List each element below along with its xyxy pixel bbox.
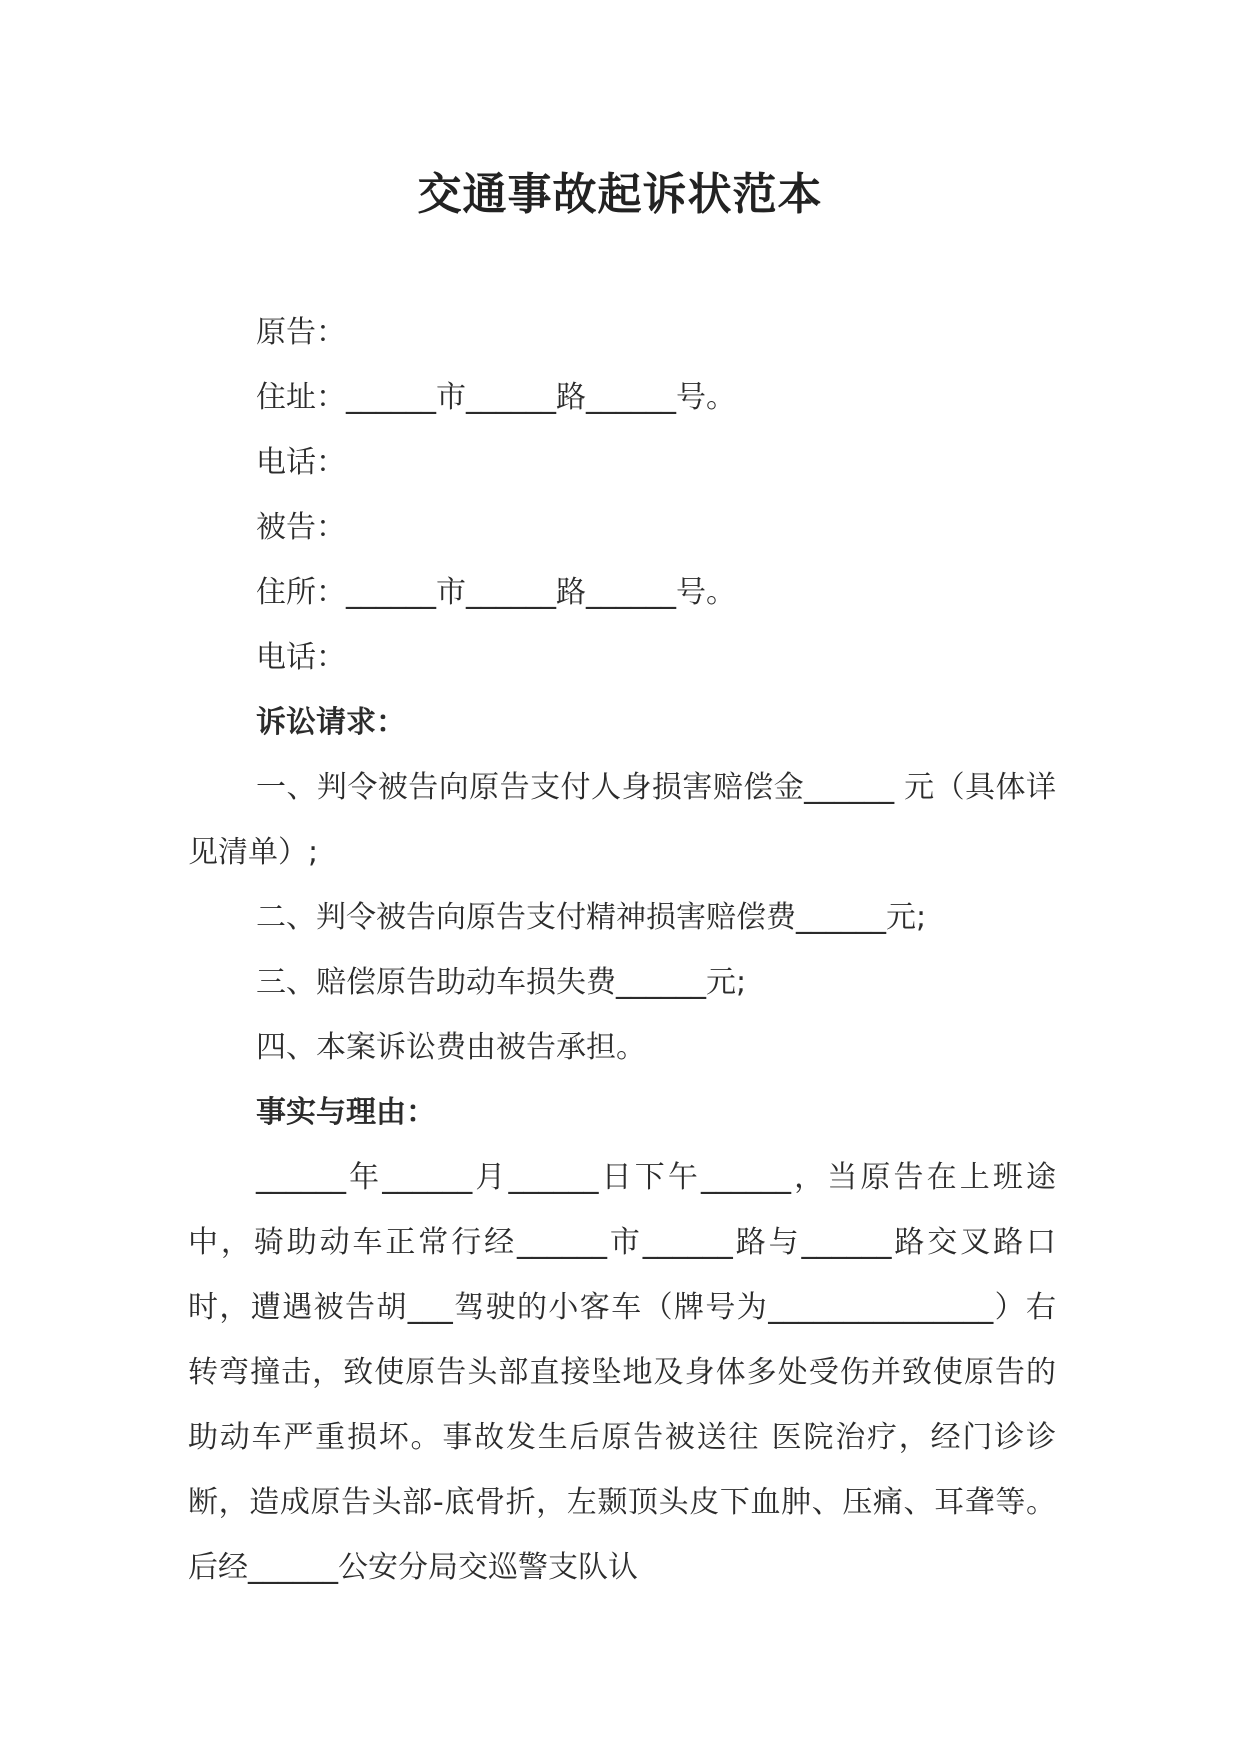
claim-3: 三、赔偿原告助动车损失费______元; xyxy=(256,965,747,1000)
plaintiff-phone-line: 电话： xyxy=(256,445,346,480)
defendant-phone-line: 电话： xyxy=(256,640,346,675)
plaintiff-address-line: 住址：______市______路______号。 xyxy=(256,380,736,415)
plaintiff-line: 原告： xyxy=(256,315,346,350)
facts-paragraph: ______年______月______日下午______，当原告在上班途中，骑助动车正常行经______市______路与______路交叉路口时，遭遇被告胡___驾驶的小客车（牌号为_______________）右转弯撞击，致使原告头部直接坠地及身体多处受伤并致使原告的助动车严重损坏。事故发生后原告被送往 医院治疗，经门诊诊断，造成原告头部-底骨折，左颞顶头皮下血肿、压痛、耳聋等。后经______公安分局交巡警支队认 xyxy=(188,1160,1056,1585)
facts-heading: 事实与理由： xyxy=(256,1095,436,1130)
claims-heading: 诉讼请求： xyxy=(256,705,406,740)
claim-2: 二、判令被告向原告支付精神损害赔偿费______元; xyxy=(256,900,927,935)
document-title: 交通事故起诉状范本 xyxy=(417,169,823,220)
claim-4: 四、本案诉讼费由被告承担。 xyxy=(256,1030,646,1065)
defendant-address-line: 住所：______市______路______号。 xyxy=(256,575,736,610)
document-body xyxy=(188,300,1056,1600)
defendant-line: 被告： xyxy=(256,510,346,545)
claim-1: 一、判令被告向原告支付人身损害赔偿金______ 元（具体详见清单）; xyxy=(188,770,1056,870)
